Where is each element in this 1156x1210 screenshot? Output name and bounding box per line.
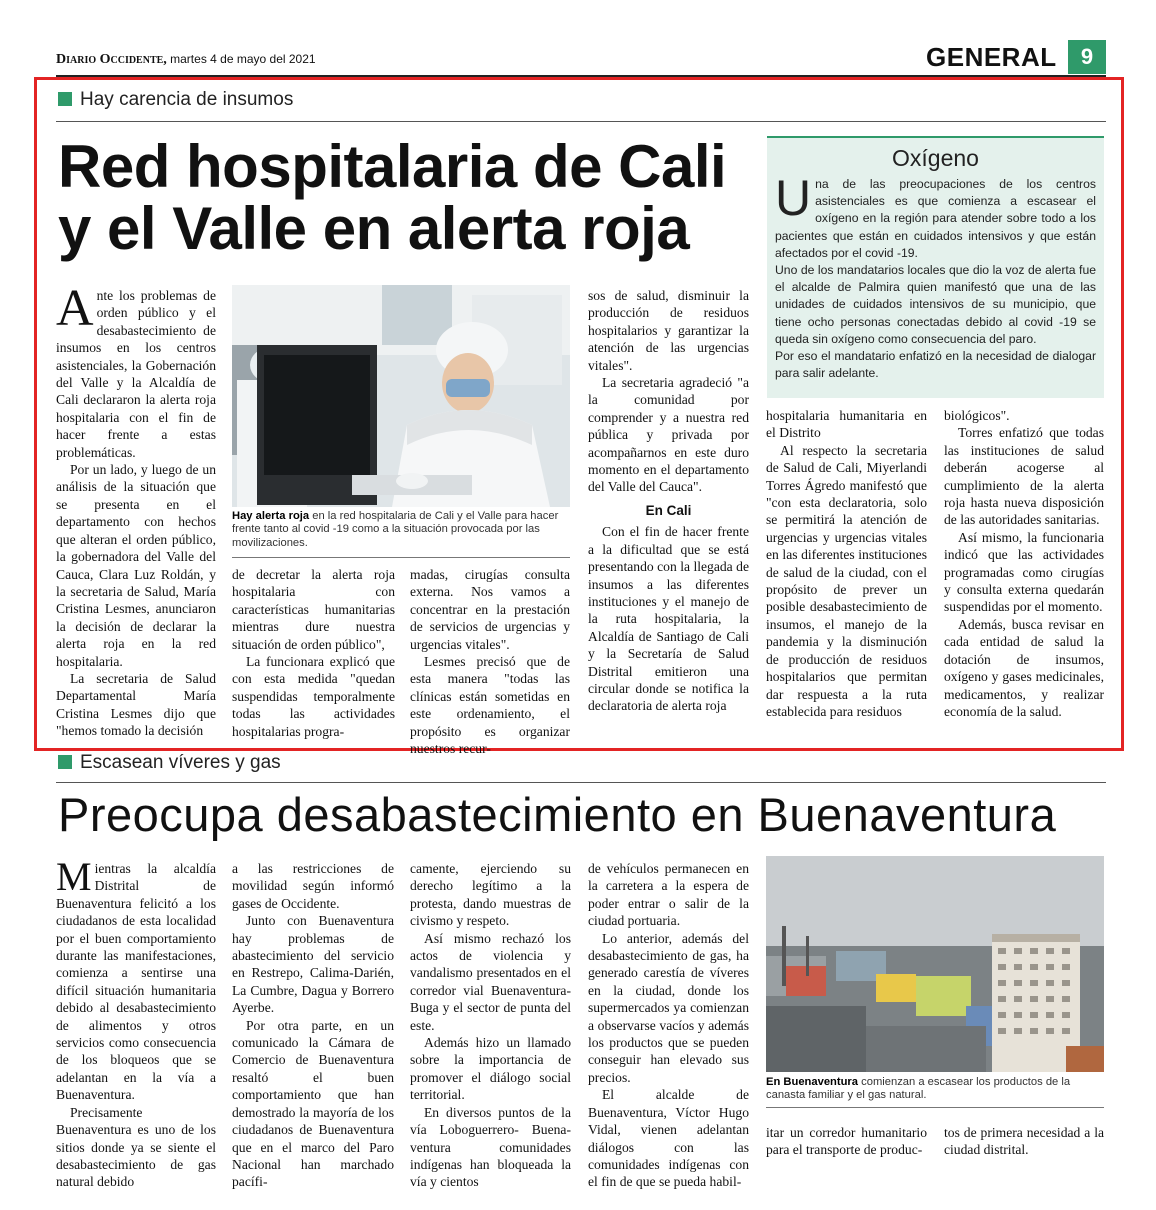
dropcap: M	[56, 854, 92, 899]
article2-column-5: itar un corredor humanitario para el transporte de produc-	[766, 1125, 927, 1158]
article1-kicker: Hay carencia de insumos	[58, 89, 293, 111]
article1-column-4: sos de salud, disminuir la producción de residuos hospitalarios y garantizar la atención de las urgencias vitales". La secretaria agradeció "a la comunidad por comprender y a nuestra red pública y privada por acompañarnos en este duro momento en el departamento del Valle del Cauca". En Cali Con el fin de hacer frente a la dificultad que se está presentando con la llegada de insumos a las diferentes instituciones y el manejo de la ruta hospitalaria, la Alcaldía de Santiago de Cali y la Secretaría de Salud Distrital emitieron una circular donde se notifica la declaratoria de alerta roja	[588, 288, 749, 714]
oxygen-box-title: Oxígeno	[892, 145, 979, 171]
article2-column-3: camente, ejerciendo su derecho legítimo a la protesta, dando muestras de civismo y respeto. Así mismo rechazó los actos de violencia y vandalismo presentados en el corredor vial Buenaventura-Buga y el sector de punta del este. Además hizo un llamado sobre la importancia de promover el diálogo social territorial. En diversos puntos de la vía Loboguerrero- Buena-ventura comunidades indígenas han bloqueada la vía y cientos	[410, 861, 571, 1190]
article1-column-2: de decretar la alerta roja hospitalaria con características humanitarias mientras dure nuestra situación de orden público", La funcionara explicó que con esta medida "quedan suspendidas temporalmente todas las actividades hospitalarias progra-	[232, 567, 395, 739]
page-number: 9	[1068, 40, 1106, 74]
article1-headline: Red hospitalaria de Cali y el Valle en alerta roja	[58, 133, 727, 262]
article1-rule	[56, 121, 1106, 122]
masthead	[56, 52, 316, 68]
dropcap: A	[56, 280, 94, 337]
caption-rule	[232, 557, 570, 558]
section-name: GENERAL	[926, 42, 1057, 72]
issue-date: martes 4 de mayo del 2021	[170, 52, 316, 66]
oxygen-sidebar-box: Oxígeno Una de las preocupaciones de los centros asistenciales es que comienza a escasear el oxígeno en la región para atender sobre todo a los pacientes que están en cuidados intensivos y que están afectados por el covid -19. Uno de los mandatarios locales que dio la voz de alerta fue el alcalde de Palmira quien manifestó que una de las unidades de cuidados intensivos de su municipio, que tiene ocho personas conectadas debido al covid -19 se queda sin oxígeno como consecuencia del paro. Por eso el mandatario enfatizó en la necesidad de dialogar para salir adelante.	[767, 136, 1104, 398]
article2-column-2: a las restricciones de movilidad según informó gases de Occidente. Junto con Buenaventura hay problemas de abastecimiento del servicio en Restrepo, Calima-Darién, La Cumbre, Dagua y Borrero Ayerbe. Por otra parte, en un comunicado la Cámara de Comercio de Buenaventura resaltó el buen comportamiento que han demostrado la mayoría de los ciudadanos de Buenaventura que en el marco del Paro Nacional han marchado pacífi-	[232, 861, 394, 1190]
kicker-square-icon	[58, 755, 72, 769]
hospital-photo	[232, 285, 570, 507]
article1-column-1: Ante los problemas de orden público y el desabastecimiento de insumos en los centros asistenciales, la Gobernación del Valle y la Alcaldía de Cali declararon la alerta roja hospitalaria con el fin de hacer frente a estas problemáticas. Por un lado, y luego de un análisis de la situación que se presenta en el departamento con hechos que alteran el orden público, la gobernadora del Valle del Cauca, Clara Luz Roldán, y la secretaria de Salud, María Cristina Lesmes, anunciaron la decisión de declarar la alerta roja en la red hospitalaria. La secretaria de Salud Departamental María Cristina Lesmes dijo que "hemos tomado la decisión	[56, 280, 216, 739]
article2-headline: Preocupa desabastecimiento en Buenaventura	[58, 788, 1057, 841]
buenaventura-photo-illustration	[766, 856, 1104, 1072]
article2-column-6: tos de primera necesidad a la ciudad distrital.	[944, 1125, 1104, 1158]
article2-column-1: Mientras la alcaldía Distrital de Buenaventura felicitó a los ciudadanos de esta localidad por el buen comportamiento durante las manifestaciones, comienza a sentirse una difícil situación humanitaria debido al desabastecimiento de alimentos y otros servicios como consecuencia de los bloqueos que se adelantan en la vía a Buenaventura. Precisamente Buenaventura es uno de los sitios donde ya se siente el desabastecimiento de gas natural debido	[56, 854, 216, 1190]
article2-rule	[56, 782, 1106, 783]
article2-photo-caption: En Buenaventura comienzan a escasear los productos de la canasta familiar y el gas natural.	[766, 1076, 1071, 1102]
article1-column-3: madas, cirugías consulta externa. Nos vamos a concentrar en la prestación de servicios de urgencias y urgencias vitales". Lesmes precisó que de esta manera "todas las clínicas están sometidas en este ordenamiento, el propósito es organizar nuestros recur-	[410, 567, 570, 757]
buenaventura-city-photo	[766, 856, 1104, 1072]
dropcap: U	[775, 170, 812, 226]
article1-column-6: biológicos". Torres enfatizó que todas las instituciones de salud deberán acogerse al cumplimiento de la alerta roja hasta nueva disposición de las autoridades sanitarias. Así mismo, la funcionaria indicó que las actividades programadas como cirugías y consulta externa quedarán suspendidas por el momento. Además, busca revisar en cada entidad de salud la dotación de insumos, oxígeno y gases medicinales, medicamentos, y realizar economía de la salud.	[944, 408, 1104, 719]
article2-column-4: de vehículos permanecen en la carretera a la espera de poder entrar o salir de la ciudad portuaria. Lo anterior, además del desabastecimiento de gas, ha generado carestía de víveres en la ciudad, donde los supermercados ya comienzan a observarse vacíos y además los productos que se pueden conseguir han elevado sus precios. El alcalde de Buenaventura, Víctor Hugo Vidal, vienen adelantan diálogos con las comunidades indígenas con el fin de que se pueda habil-	[588, 861, 749, 1190]
paper-name: Diario Occidente,	[56, 52, 167, 67]
article1-column-5: hospitalaria humanitaria en el Distrito Al respecto la secretaria de Salud de Cali, Miyerlandi Torres Ágredo manifestó que "con esta declaratoria, solo se permitirá la atención de urgencias y urgencias vitales en las diferentes instituciones de salud de la ciudad, con el propósito de prever un posible desabastecimiento de insumos, el manejo de la pandemia y la disminución de producción de residuos hospitalarios que permitan dar respuesta a la ruta establecida para residuos	[766, 408, 927, 719]
article1-photo-caption: Hay alerta roja en la red hospitalaria de Cali y el Valle para hacer frente tanto al covid -19 como a la situación provocada por las movilizaciones.	[232, 510, 559, 549]
caption-rule	[766, 1107, 1104, 1108]
kicker-square-icon	[58, 92, 72, 106]
article2-kicker: Escasean víveres y gas	[58, 752, 281, 774]
subhead-en-cali: En Cali	[645, 502, 692, 518]
hospital-photo-illustration	[232, 285, 570, 507]
